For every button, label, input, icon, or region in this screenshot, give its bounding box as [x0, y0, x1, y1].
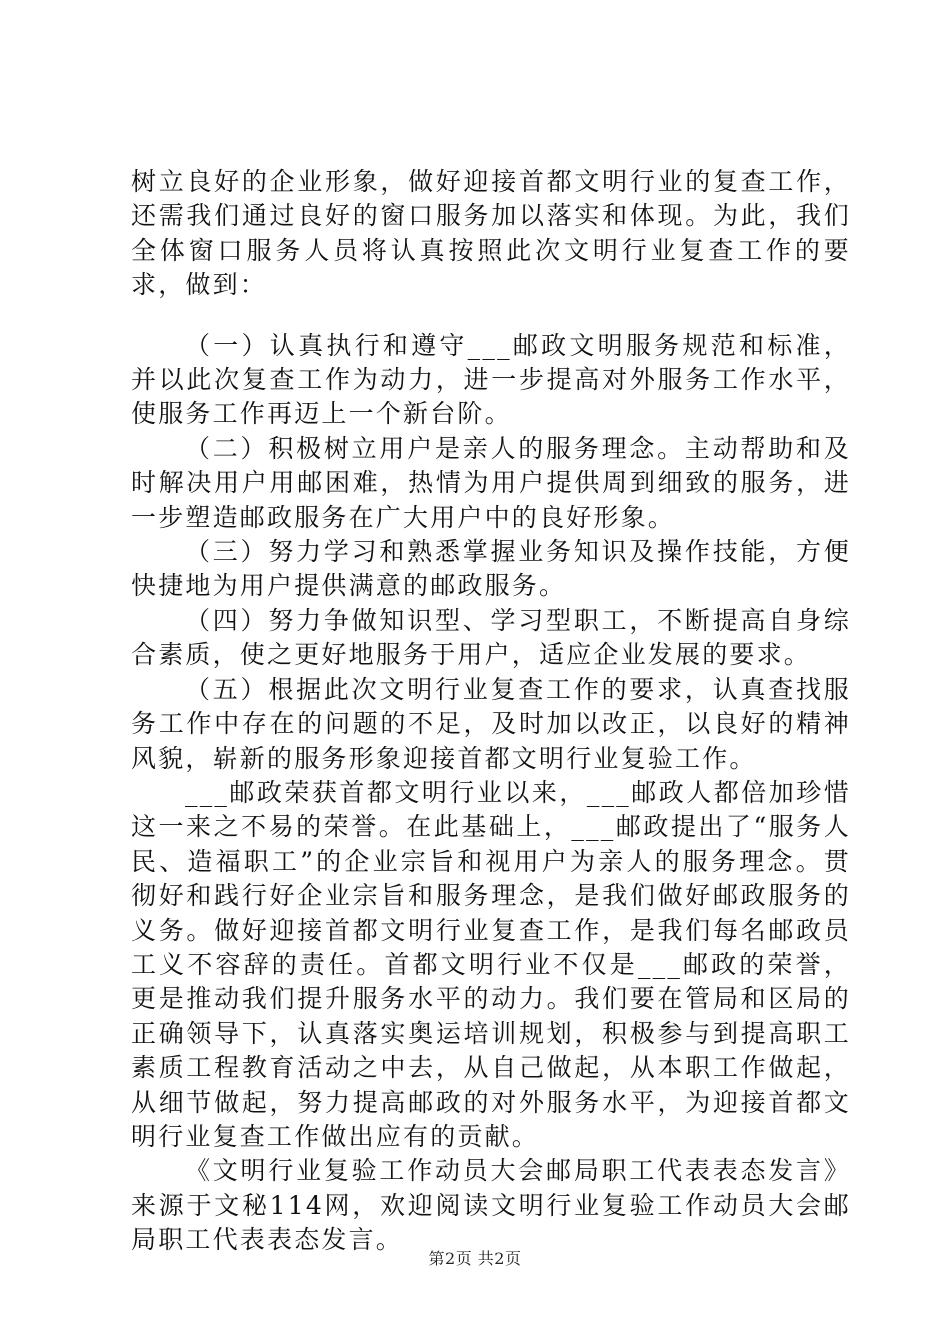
closing-paragraph: ___邮政荣获首都文明行业以来，___邮政人都倍加珍惜这一来之不易的荣誉。在此基础上，___邮政提出了“服务人民、造福职工”的企业宗旨和视用户为亲人的服务理念。贯彻好和践行好企业宗旨和服务理念，是我们做好邮政服务的义务。做好迎接首都文明行业复查工作，是我们每名邮政员工义不容辞的责任。首都文明行业不仅是___邮政的荣誉，更是推动我们提升服务水平的动力。我们要在管局和区局的正确领导下，认真落实奥运培训规划，积极参与到提高职工素质工程教育活动之中去，从自己做起，从本职工作做起，从细节做起，努力提高邮政的对外服务水平，为迎接首都文明行业复查工作做出应有的贡献。 [131, 777, 851, 1151]
item-three-paragraph: （三）努力学习和熟悉掌握业务知识及操作技能，方便快捷地为用户提供满意的邮政服务。 [131, 537, 851, 601]
source-note-paragraph: 《文明行业复验工作动员大会邮局职工代表表态发言》来源于文秘114网，欢迎阅读文明行业复验工作动员大会邮局职工代表表态发言。 [131, 1156, 851, 1255]
item-two-paragraph: （二）积极树立用户是亲人的服务理念。主动帮助和及时解决用户用邮困难，热情为用户提供周到细致的服务，进一步塑造邮政服务在广大用户中的良好形象。 [131, 433, 851, 532]
item-four-paragraph: （四）努力争做知识型、学习型职工，不断提高自身综合素质，使之更好地服务于用户，适应企业发展的要求。 [131, 605, 851, 670]
document-body [131, 165, 851, 1258]
page-number-footer: 第2页 共2页 [428, 1249, 522, 1268]
item-five-paragraph: （五）根据此次文明行业复查工作的要求，认真查找服务工作中存在的问题的不足，及时加以改正，以良好的精神风貌，崭新的服务形象迎接首都文明行业复验工作。 [131, 674, 851, 773]
item-one-paragraph: （一）认真执行和遵守___邮政文明服务规范和标准，并以此次复查工作为动力，进一步提高对外服务工作水平，使服务工作再迈上一个新台阶。 [131, 330, 851, 429]
intro-paragraph: 树立良好的企业形象，做好迎接首都文明行业的复查工作，还需我们通过良好的窗口服务加以落实和体现。为此，我们全体窗口服务人员将认真按照此次文明行业复查工作的要求，做到： [131, 167, 851, 300]
